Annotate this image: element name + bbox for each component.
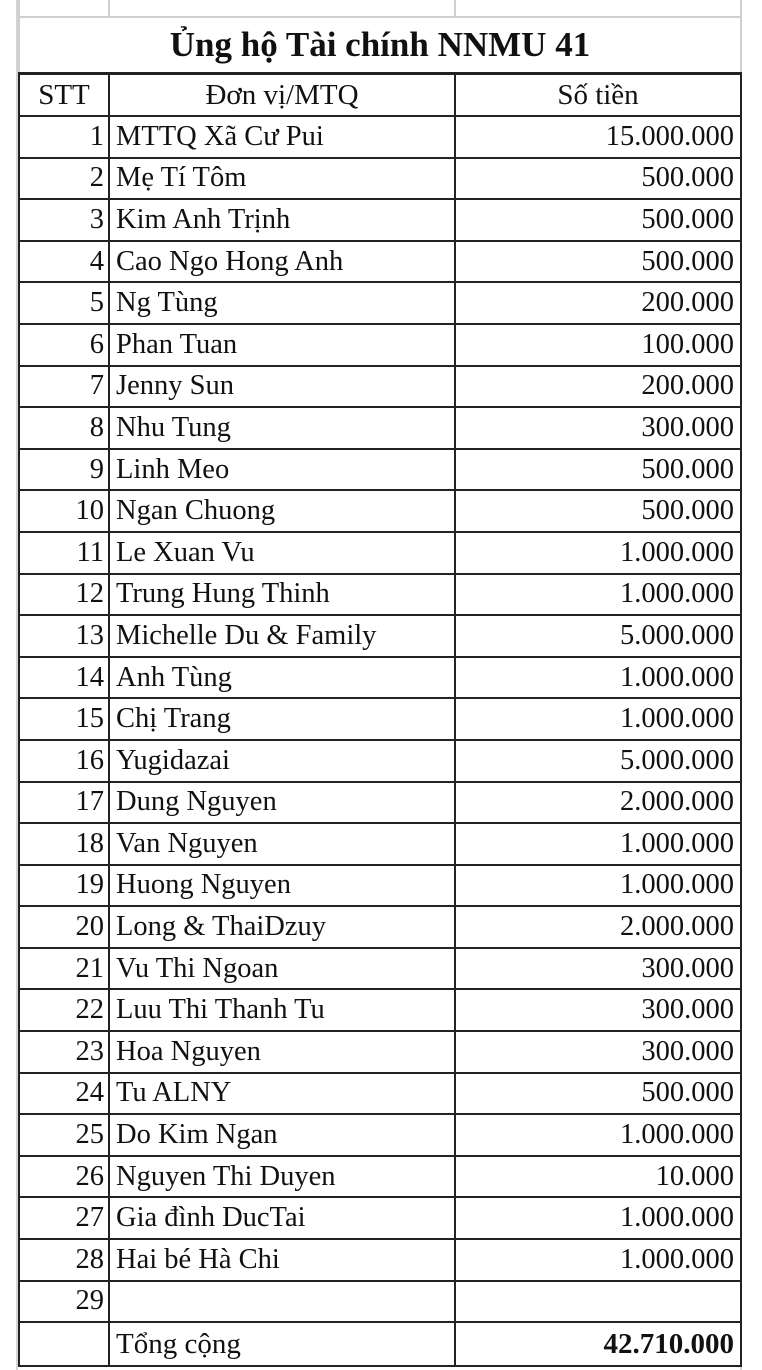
table-row bbox=[19, 1031, 741, 1073]
spreadsheet bbox=[18, 0, 740, 1367]
table-row bbox=[19, 366, 741, 408]
row-name-cell[interactable]: Ngan Chuong bbox=[109, 490, 455, 532]
row-amount-cell[interactable]: 500.000 bbox=[455, 490, 741, 532]
row-amount-cell[interactable]: 1.000.000 bbox=[455, 698, 741, 740]
row-name-cell[interactable]: Chị Trang bbox=[109, 698, 455, 740]
row-amount-cell[interactable]: 1.000.000 bbox=[455, 574, 741, 616]
row-name-cell[interactable]: Vu Thi Ngoan bbox=[109, 948, 455, 990]
table-row bbox=[19, 241, 741, 283]
row-name-cell[interactable]: Anh Tùng bbox=[109, 657, 455, 699]
table-row bbox=[19, 1156, 741, 1198]
row-amount-cell[interactable]: 200.000 bbox=[455, 282, 741, 324]
header-row bbox=[19, 74, 741, 117]
row-stt-cell[interactable]: 23 bbox=[19, 1031, 109, 1073]
table-row bbox=[19, 657, 741, 699]
table-row bbox=[19, 948, 741, 990]
row-name-cell[interactable]: Dung Nguyen bbox=[109, 782, 455, 824]
row-amount-cell[interactable]: 1.000.000 bbox=[455, 532, 741, 574]
row-name-cell[interactable]: Ng Tùng bbox=[109, 282, 455, 324]
row-name-cell[interactable]: Phan Tuan bbox=[109, 324, 455, 366]
row-stt-cell[interactable]: 4 bbox=[19, 241, 109, 283]
row-stt-cell[interactable]: 26 bbox=[19, 1156, 109, 1198]
total-amount[interactable]: 42.710.000 bbox=[455, 1322, 741, 1366]
table-row bbox=[19, 823, 741, 865]
row-stt-cell[interactable]: 16 bbox=[19, 740, 109, 782]
row-amount-cell[interactable]: 300.000 bbox=[455, 1031, 741, 1073]
row-stt-cell[interactable]: 10 bbox=[19, 490, 109, 532]
row-amount-cell[interactable]: 1.000.000 bbox=[455, 1239, 741, 1281]
row-stt-cell[interactable]: 14 bbox=[19, 657, 109, 699]
total-label[interactable]: Tổng cộng bbox=[109, 1322, 455, 1366]
row-stt-cell[interactable]: 7 bbox=[19, 366, 109, 408]
table-row bbox=[19, 324, 741, 366]
table-row bbox=[19, 1114, 741, 1156]
table-row bbox=[19, 615, 741, 657]
row-name-cell[interactable]: Tu ALNY bbox=[109, 1073, 455, 1115]
row-name-cell[interactable]: MTTQ Xã Cư Pui bbox=[109, 116, 455, 158]
table-row bbox=[19, 865, 741, 907]
cell[interactable] bbox=[455, 0, 741, 17]
header-stt[interactable]: STT bbox=[19, 74, 109, 117]
row-amount-cell[interactable]: 2.000.000 bbox=[455, 906, 741, 948]
row-name-cell[interactable]: Linh Meo bbox=[109, 449, 455, 491]
row-amount-cell[interactable]: 2.000.000 bbox=[455, 782, 741, 824]
row-amount-cell[interactable]: 500.000 bbox=[455, 199, 741, 241]
row-stt-cell[interactable]: 1 bbox=[19, 116, 109, 158]
row-amount-cell[interactable]: 300.000 bbox=[455, 989, 741, 1031]
row-amount-cell[interactable]: 5.000.000 bbox=[455, 615, 741, 657]
row-name-cell[interactable]: Trung Hung Thinh bbox=[109, 574, 455, 616]
row-amount-cell[interactable]: 1.000.000 bbox=[455, 865, 741, 907]
row-stt-cell[interactable]: 12 bbox=[19, 574, 109, 616]
row-stt-cell[interactable]: 15 bbox=[19, 698, 109, 740]
row-amount-cell[interactable]: 15.000.000 bbox=[455, 116, 741, 158]
row-stt-cell[interactable]: 9 bbox=[19, 449, 109, 491]
table-title[interactable]: Ủng hộ Tài chính NNMU 41 bbox=[19, 17, 741, 74]
row-stt-cell[interactable]: 29 bbox=[19, 1281, 109, 1323]
title-row bbox=[19, 17, 741, 74]
row-name-cell[interactable]: Yugidazai bbox=[109, 740, 455, 782]
row-name-cell[interactable]: Luu Thi Thanh Tu bbox=[109, 989, 455, 1031]
row-amount-cell[interactable]: 1.000.000 bbox=[455, 1114, 741, 1156]
row-name-cell[interactable] bbox=[109, 1281, 455, 1323]
table-row bbox=[19, 532, 741, 574]
row-amount-cell[interactable]: 10.000 bbox=[455, 1156, 741, 1198]
table-row bbox=[19, 698, 741, 740]
table-row bbox=[19, 574, 741, 616]
row-name-cell[interactable]: Long & ThaiDzuy bbox=[109, 906, 455, 948]
total-row bbox=[19, 1322, 741, 1366]
row-stt-cell[interactable]: 17 bbox=[19, 782, 109, 824]
row-amount-cell[interactable]: 500.000 bbox=[455, 1073, 741, 1115]
table-row bbox=[19, 490, 741, 532]
table-row bbox=[19, 782, 741, 824]
row-stt-cell[interactable]: 22 bbox=[19, 989, 109, 1031]
table-row bbox=[19, 1239, 741, 1281]
row-amount-cell[interactable]: 300.000 bbox=[455, 948, 741, 990]
header-amount[interactable]: Số tiền bbox=[455, 74, 741, 117]
row-stt-cell[interactable]: 28 bbox=[19, 1239, 109, 1281]
table-row bbox=[19, 158, 741, 200]
table-row bbox=[19, 199, 741, 241]
previous-row bbox=[19, 0, 741, 17]
row-stt-cell[interactable]: 5 bbox=[19, 282, 109, 324]
table-row bbox=[19, 1073, 741, 1115]
row-amount-cell[interactable]: 1.000.000 bbox=[455, 1197, 741, 1239]
row-amount-cell[interactable]: 100.000 bbox=[455, 324, 741, 366]
row-stt-cell[interactable]: 21 bbox=[19, 948, 109, 990]
table-row bbox=[19, 449, 741, 491]
row-stt-cell[interactable]: 13 bbox=[19, 615, 109, 657]
row-name-cell[interactable]: Jenny Sun bbox=[109, 366, 455, 408]
row-name-cell[interactable]: Huong Nguyen bbox=[109, 865, 455, 907]
row-amount-cell[interactable]: 1.000.000 bbox=[455, 657, 741, 699]
row-name-cell[interactable]: Nhu Tung bbox=[109, 407, 455, 449]
row-stt-cell[interactable]: 18 bbox=[19, 823, 109, 865]
row-name-cell[interactable]: Le Xuan Vu bbox=[109, 532, 455, 574]
row-amount-cell[interactable]: 1.000.000 bbox=[455, 823, 741, 865]
table-row bbox=[19, 407, 741, 449]
row-stt-cell[interactable]: 25 bbox=[19, 1114, 109, 1156]
row-name-cell[interactable]: Michelle Du & Family bbox=[109, 615, 455, 657]
row-name-cell[interactable]: Van Nguyen bbox=[109, 823, 455, 865]
row-name-cell[interactable]: Mẹ Tí Tôm bbox=[109, 158, 455, 200]
row-amount-cell[interactable] bbox=[455, 1281, 741, 1323]
cell[interactable] bbox=[19, 0, 109, 17]
row-stt-cell[interactable]: 3 bbox=[19, 199, 109, 241]
donation-table bbox=[18, 0, 742, 1367]
row-stt-cell[interactable]: 27 bbox=[19, 1197, 109, 1239]
row-stt-cell[interactable]: 20 bbox=[19, 906, 109, 948]
row-name-cell[interactable]: Do Kim Ngan bbox=[109, 1114, 455, 1156]
row-stt-cell[interactable]: 19 bbox=[19, 865, 109, 907]
row-amount-cell[interactable]: 300.000 bbox=[455, 407, 741, 449]
row-amount-cell[interactable]: 500.000 bbox=[455, 449, 741, 491]
row-stt-cell[interactable]: 8 bbox=[19, 407, 109, 449]
row-stt-cell[interactable]: 2 bbox=[19, 158, 109, 200]
table-row bbox=[19, 1281, 741, 1323]
row-stt-cell[interactable]: 24 bbox=[19, 1073, 109, 1115]
row-stt-cell[interactable]: 11 bbox=[19, 532, 109, 574]
table-row bbox=[19, 282, 741, 324]
row-stt-cell[interactable]: 6 bbox=[19, 324, 109, 366]
row-name-cell[interactable]: Hoa Nguyen bbox=[109, 1031, 455, 1073]
table-row bbox=[19, 1197, 741, 1239]
row-name-cell[interactable]: Kim Anh Trịnh bbox=[109, 199, 455, 241]
row-name-cell[interactable]: Hai bé Hà Chi bbox=[109, 1239, 455, 1281]
row-amount-cell[interactable]: 500.000 bbox=[455, 158, 741, 200]
row-amount-cell[interactable]: 200.000 bbox=[455, 366, 741, 408]
table-row bbox=[19, 989, 741, 1031]
table-row bbox=[19, 116, 741, 158]
row-amount-cell[interactable]: 500.000 bbox=[455, 241, 741, 283]
table-row bbox=[19, 906, 741, 948]
row-amount-cell[interactable]: 5.000.000 bbox=[455, 740, 741, 782]
row-name-cell[interactable]: Nguyen Thi Duyen bbox=[109, 1156, 455, 1198]
cell[interactable] bbox=[109, 0, 455, 17]
row-name-cell[interactable]: Cao Ngo Hong Anh bbox=[109, 241, 455, 283]
row-name-cell[interactable]: Gia đình DucTai bbox=[109, 1197, 455, 1239]
table-row bbox=[19, 740, 741, 782]
total-stt-cell[interactable] bbox=[19, 1322, 109, 1366]
header-name[interactable]: Đơn vị/MTQ bbox=[109, 74, 455, 117]
